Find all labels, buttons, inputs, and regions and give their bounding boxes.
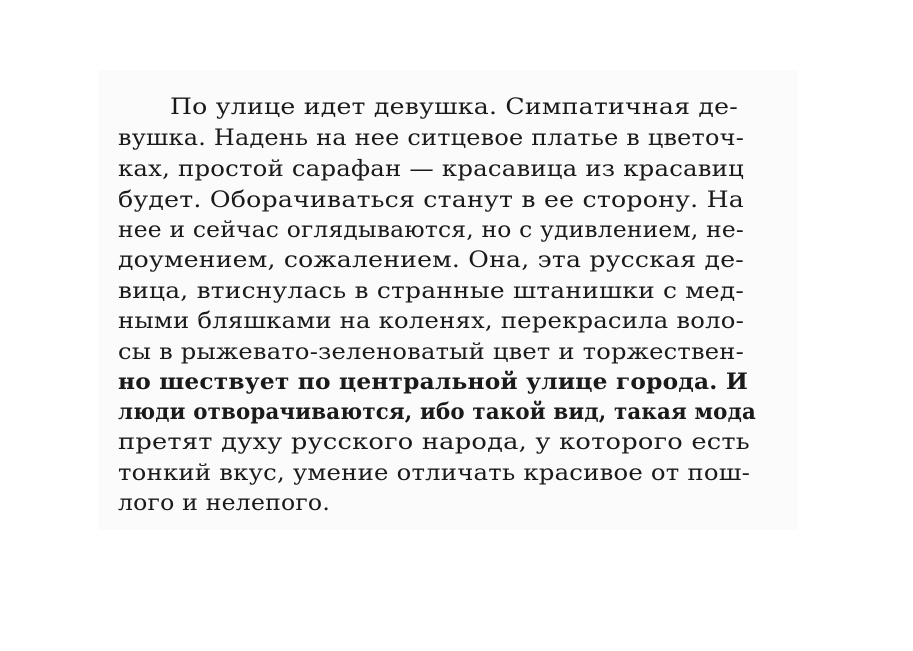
text-line-13: тонкий вкус, умение отличать красивое от пош- — [118, 460, 751, 486]
text-line-1: По улице идет девушка. Симпатичная де- — [170, 94, 738, 120]
text-line-4: будет. Оборачиваться станут в ее сторону. На — [118, 187, 745, 213]
text-line-11: люди отворачиваются, ибо такой вид, такая мода — [118, 399, 756, 425]
text-line-2: вушка. Надень на нее ситцевое платье в цветоч- — [118, 125, 745, 151]
text-line-10: но шествует по центральной улице города. И — [118, 369, 749, 395]
text-line-9: сы в рыжевато-зеленоватый цвет и торжествен- — [118, 339, 744, 365]
text-line-14: лого и нелепого. — [118, 490, 331, 516]
text-line-7: вица, втиснулась в странные штанишки с мед- — [118, 278, 744, 304]
text-line-3: ках, простой сарафан — красавица из красавиц — [118, 156, 745, 182]
text-line-12: претят духу русского народа, у которого есть — [118, 429, 750, 455]
text-line-5: нее и сейчас оглядываются, но с удивлением, не- — [118, 217, 745, 243]
text-line-8: ными бляшками на коленях, перекрасила воло- — [118, 308, 744, 334]
text-line-6: доумением, сожалением. Она, эта русская де- — [118, 247, 744, 273]
